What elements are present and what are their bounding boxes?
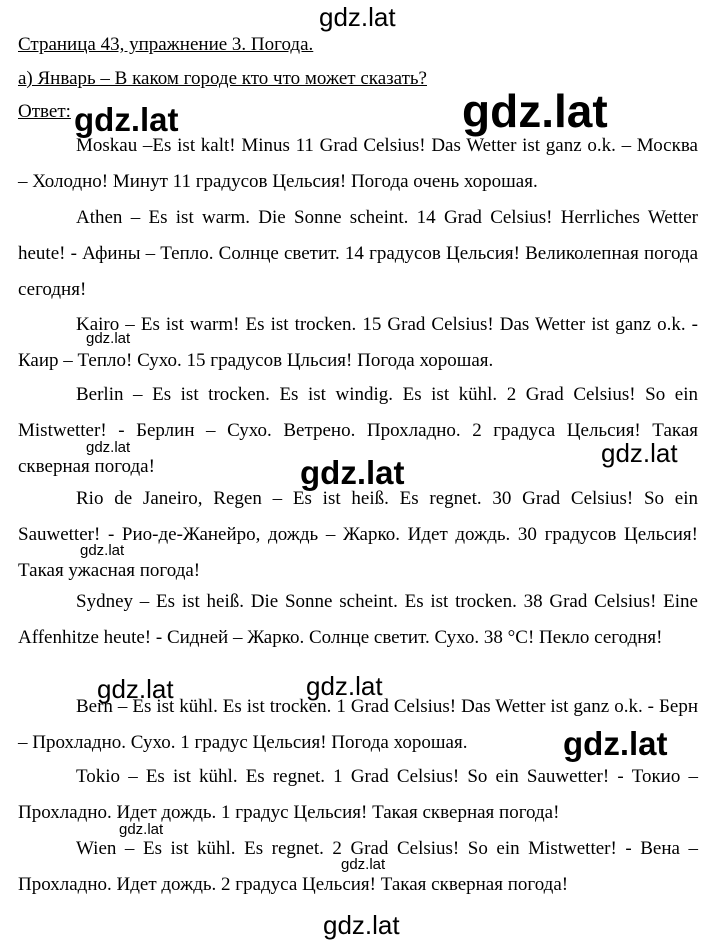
paragraph-moskau: Moskau –Es ist kalt! Minus 11 Grad Celsius! Das Wetter ist ganz o.k. – Москва – Холодно! Минут 11 градусов Цельсия! Погода очень хорошая. bbox=[18, 135, 698, 192]
watermark: gdz.lat bbox=[306, 671, 383, 701]
paragraph-rio: Rio de Janeiro, Regen – Es ist heiß. Es regnet. 30 Grad Celsius! So ein Sauwetter! - Рио-де-Жанейро, дождь – Жарко. Идет дождь. 30 градусов Цельсия! Такая ужасная погода! bbox=[18, 488, 698, 581]
watermark: gdz.lat bbox=[323, 910, 400, 940]
watermark: gdz.lat bbox=[319, 2, 396, 32]
paragraph-tokio: Tokio – Es ist kühl. Es regnet. 1 Grad Celsius! So ein Sauwetter! - Токио – Прохладно. Идет дождь. 1 градус Цельсия! Такая скверная погода! bbox=[18, 766, 698, 823]
watermark: gdz.lat bbox=[97, 674, 174, 704]
paragraph-kairo: Kairo – Es ist warm! Es ist trocken. 15 Grad Celsius! Das Wetter ist ganz o.k. - Каир – Тепло! Сухо. 15 градусов Цльсия! Погода хорошая. bbox=[18, 314, 698, 371]
watermark: gdz.lat bbox=[74, 101, 179, 138]
watermark: gdz.lat bbox=[601, 438, 678, 468]
page-title: Страница 43, упражнение 3. Погода. bbox=[18, 34, 314, 55]
watermark: gdz.lat bbox=[563, 725, 668, 762]
watermark: gdz.lat bbox=[300, 454, 405, 491]
paragraph-athen: Athen – Es ist warm. Die Sonne scheint. 14 Grad Celsius! Herrliches Wetter heute! - Афины – Тепло. Солнце светит. 14 градусов Цельсия! Великолепная погода сегодня! bbox=[18, 207, 698, 300]
watermark: gdz.lat bbox=[80, 542, 125, 559]
paragraph-berlin: Berlin – Es ist trocken. Es ist windig. Es ist kühl. 2 Grad Celsius! So ein Mistwetter! - Берлин – Сухо. Ветрено. Прохладно. 2 градуса Цельсия! Такая скверная погода! bbox=[18, 384, 698, 477]
paragraph-wien: Wien – Es ist kühl. Es regnet. 2 Grad Celsius! So ein Mistwetter! - Вена – Прохладно. Идет дождь. 2 градуса Цельсия! Такая скверная погода! bbox=[18, 838, 698, 895]
watermark: gdz.lat bbox=[341, 856, 386, 873]
watermark: gdz.lat bbox=[86, 330, 131, 347]
watermark: gdz.lat bbox=[462, 85, 608, 137]
task-heading: а) Январь – В каком городе кто что может сказать? bbox=[18, 68, 427, 89]
watermark: gdz.lat bbox=[119, 821, 164, 838]
answer-label: Ответ: bbox=[18, 101, 71, 122]
paragraph-bern: Bern – Es ist kühl. Es ist trocken. 1 Grad Celsius! Das Wetter ist ganz o.k. - Берн – Прохладно. Сухо. 1 градус Цельсия! Погода хорошая. bbox=[18, 696, 698, 753]
paragraph-sydney: Sydney – Es ist heiß. Die Sonne scheint. Es ist trocken. 38 Grad Celsius! Eine Affenhitze heute! - Сидней – Жарко. Солнце светит. Сухо. 38 °C! Пекло сегодня! bbox=[18, 591, 698, 648]
watermark: gdz.lat bbox=[86, 439, 131, 456]
